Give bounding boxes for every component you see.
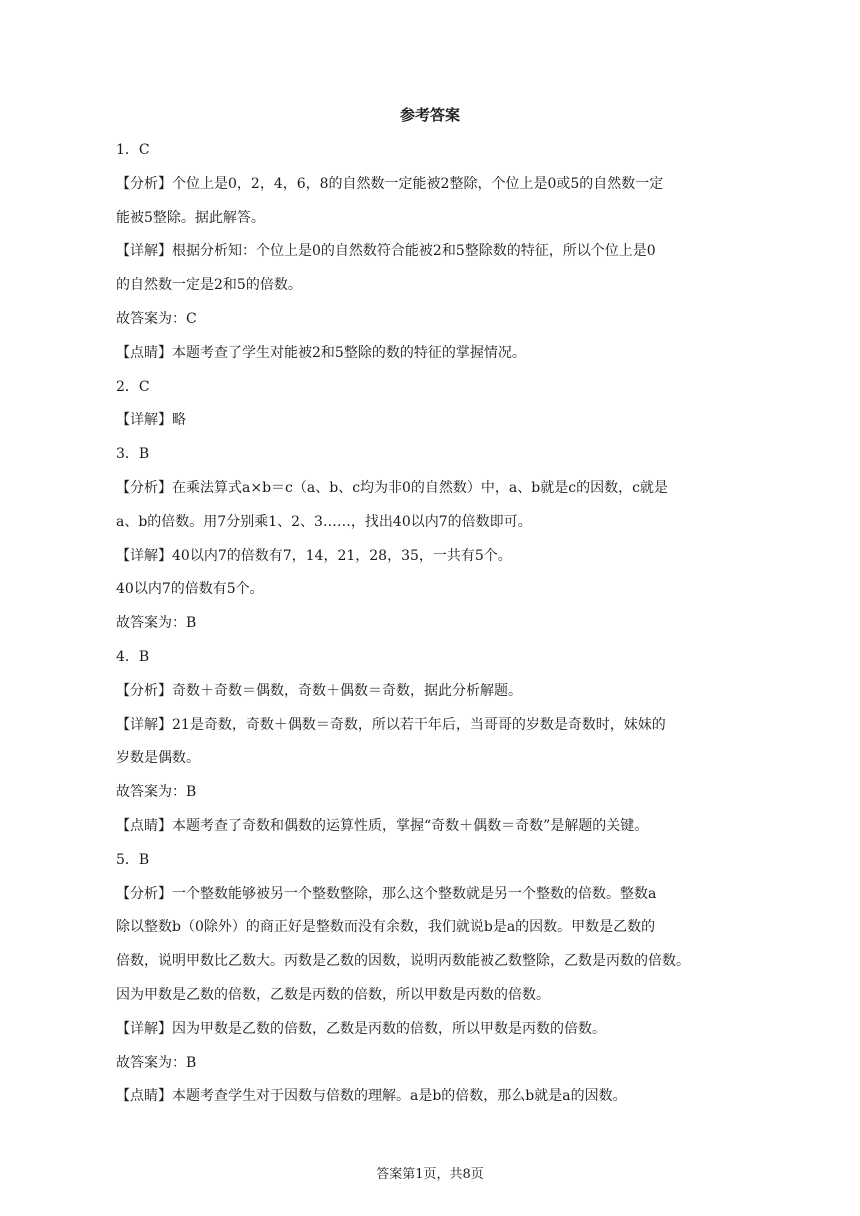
page-title: 参考答案 xyxy=(399,106,460,124)
text-line: 1．C xyxy=(116,142,150,158)
text-line: 【分析】一个整数能够被另一个整数整除，那么这个整数就是另一个整数的倍数。整数a xyxy=(116,885,657,902)
text-line: a、b的倍数。用7分别乘1、2、3……，找出40以内7的倍数即可。 xyxy=(116,513,532,530)
text-line: 能被5整除。据此解答。 xyxy=(116,209,265,226)
text-line: 2．C xyxy=(116,378,150,395)
text-line: 【详解】21是奇数，奇数＋偶数＝奇数，所以若干年后，当哥哥的岁数是奇数时，妹妹的 xyxy=(116,716,666,733)
text-line: 故答案为：B xyxy=(116,784,197,801)
text-line: 除以整数b（0除外）的商正好是整数而没有余数，我们就说b是a的因数。甲数是乙数的 xyxy=(116,919,656,936)
text-line: 【点睛】本题考查学生对于因数与倍数的理解。a是b的倍数，那么b就是a的因数。 xyxy=(116,1088,627,1105)
text-line: 【点睛】本题考查了学生对能被2和5整除的数的特征的掌握情况。 xyxy=(116,344,526,361)
answer-content xyxy=(116,134,738,1114)
text-line: 【详解】40以内7的倍数有7，14，21，28，35，一共有5个。 xyxy=(116,547,512,564)
text-line: 【分析】在乘法算式a×b＝c（a、b、c均为非0的自然数）中，a、b就是c的因数，c就是 xyxy=(116,479,668,496)
text-line: 5．B xyxy=(116,851,150,868)
text-line: 的自然数一定是2和5的倍数。 xyxy=(116,277,302,294)
text-line: 因为甲数是乙数的倍数，乙数是丙数的倍数，所以甲数是丙数的倍数。 xyxy=(116,986,550,1003)
text-line: 40以内7的倍数有5个。 xyxy=(116,581,264,598)
text-line: 【分析】个位上是0，2，4，6，8的自然数一定能被2整除，个位上是0或5的自然数一定 xyxy=(116,175,664,192)
text-line: 【详解】根据分析知：个位上是0的自然数符合能被2和5整除数的特征，所以个位上是0 xyxy=(116,243,656,260)
text-line: 故答案为：B xyxy=(116,615,197,632)
text-line: 故答案为：B xyxy=(116,1054,197,1071)
text-line: 3．B xyxy=(116,446,150,463)
text-line: 【详解】因为甲数是乙数的倍数，乙数是丙数的倍数，所以甲数是丙数的倍数。 xyxy=(116,1020,606,1037)
text-line: 【点睛】本题考查了奇数和偶数的运算性质，掌握“奇数＋偶数＝奇数”是解题的关键。 xyxy=(116,817,649,834)
text-line: 故答案为：C xyxy=(116,310,197,327)
text-line: 倍数，说明甲数比乙数大。丙数是乙数的因数，说明丙数能被乙数整除，乙数是丙数的倍数。 xyxy=(116,953,690,970)
text-line: 【详解】略 xyxy=(116,412,186,429)
text-line: 【分析】奇数＋奇数＝偶数，奇数＋偶数＝奇数，据此分析解题。 xyxy=(116,682,522,699)
text-line: 岁数是偶数。 xyxy=(116,750,200,767)
page-footer: 答案第1页，共8页 xyxy=(376,1167,484,1182)
text-line: 4．B xyxy=(116,648,150,665)
